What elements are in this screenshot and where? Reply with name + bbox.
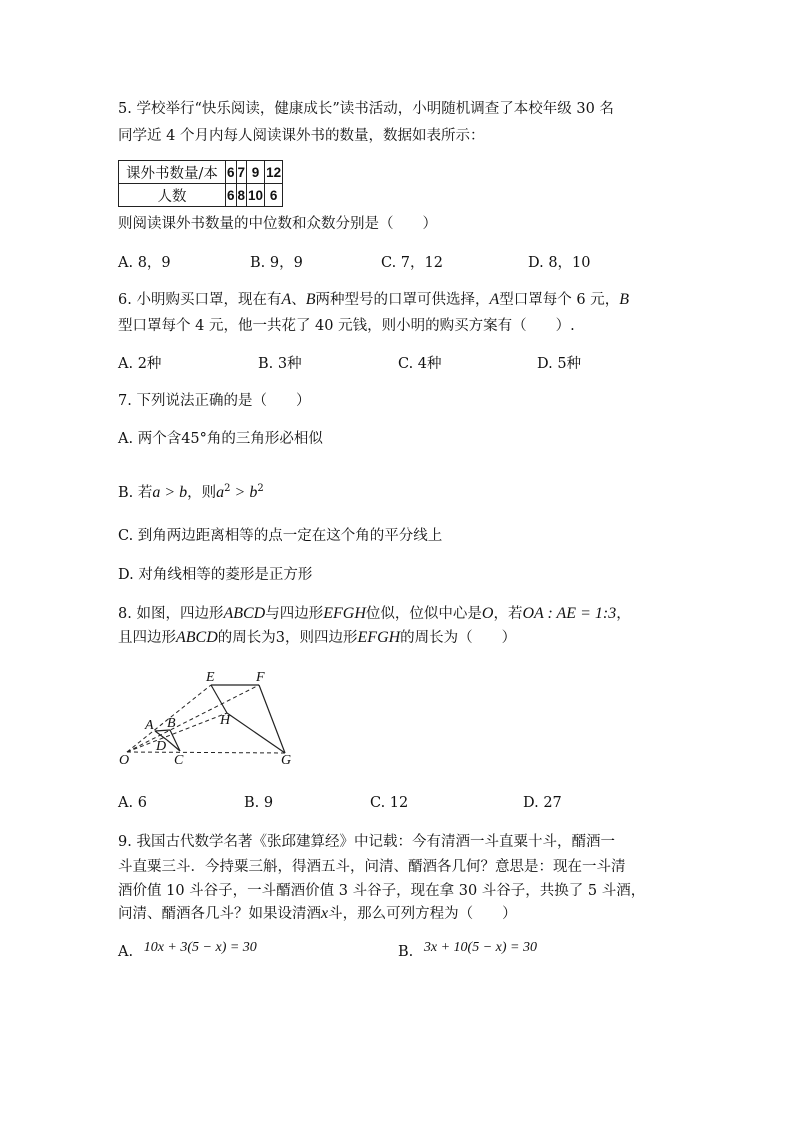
q6-text: 两种型号的口罩可供选择， (315, 292, 490, 308)
q6-option-b: B. 3种 (258, 356, 302, 372)
q9-equation-b: 3x + 10(5 − x) = 30 (423, 940, 537, 955)
q8-option-a: A. 6 (118, 795, 147, 811)
q6-text: 型口罩每个 6 元， (499, 292, 620, 308)
q8-efgh: EFGH (323, 605, 366, 622)
q9-text: 问清、醑酒各几斗？如果设清酒 (118, 906, 321, 922)
label-o: O (119, 753, 130, 768)
q5-option-a: A. 8，9 (118, 255, 171, 271)
q6-text: 、 (291, 292, 306, 308)
q6-option-c: C. 4种 (398, 356, 442, 372)
q9-equation-a: 10x + 3(5 − x) = 30 (143, 940, 257, 955)
edge-fg (259, 685, 285, 753)
q9-line2: 斗直粟三斗．今持粟三斛，得酒五斗，问清、醑酒各几何？意思是：现在一斗清 (118, 859, 626, 875)
var-a: A (489, 291, 500, 308)
q8-text: 的周长为（ ） (400, 630, 517, 646)
q5-line1: 5. 学校举行“快乐阅读，健康成长”读书活动，小明随机调查了本校年级 30 名 (118, 101, 614, 117)
homothety-figure (110, 664, 300, 774)
table-cell: 7 (236, 161, 247, 184)
q8-abcd: ABCD (223, 605, 266, 622)
q9-text: 斗，那么可列方程为（ ） (328, 906, 517, 922)
table-cell: 12 (265, 161, 283, 184)
q6-line2: 型口罩每个 4 元，他一共花了 40 元钱，则小明的购买方案有（ ）. (118, 318, 575, 334)
q8-text: 位似，位似中心是 (365, 606, 482, 622)
q8-option-c: C. 12 (370, 795, 409, 811)
edge-gh (227, 713, 285, 753)
q5-option-d: D. 8，10 (528, 255, 591, 271)
q5-option-b: B. 9，9 (250, 255, 303, 271)
table-header-cell: 课外书数量/本 (119, 161, 226, 184)
q8-option-b: B. 9 (244, 795, 274, 811)
q8-abcd: ABCD (176, 629, 218, 646)
q9-var-x: x (321, 905, 329, 922)
table-row (119, 184, 283, 207)
q9-line1: 9. 我国古代数学名著《张邱建算经》中记载：今有清酒一斗直粟十斗，醑酒一 (118, 834, 615, 850)
table-cell: 6 (226, 184, 237, 207)
label-a: A (145, 718, 154, 733)
label-h: H (220, 713, 231, 728)
q8-efgh: EFGH (357, 629, 401, 646)
table-cell: 9 (247, 161, 265, 184)
q7-option-b (118, 479, 264, 503)
var-a: A (281, 291, 292, 308)
q7-question: 7. 下列说法正确的是（ ） (118, 393, 311, 409)
q6-option-d: D. 5种 (537, 356, 582, 372)
q8-line1 (118, 604, 631, 624)
q8-text: ，若 (493, 606, 523, 622)
q7-option-c: C. 到角两边距离相等的点一定在这个角的平分线上 (118, 528, 443, 544)
q8-text: 8. 如图，四边形 (118, 606, 224, 622)
ray-og (127, 752, 285, 753)
table-cell: 10 (247, 184, 265, 207)
q9-line3: 酒价值 10 斗谷子，一斗醑酒价值 3 斗谷子，现在拿 30 斗谷子，共换了 5 斗酒， (118, 883, 646, 899)
q9-option-label: A. (118, 944, 134, 960)
q7-condition: a > b (152, 483, 188, 501)
q7-option-a: A. 两个含45°角的三角形必相似 (118, 431, 323, 447)
q7-text: B. 若 (118, 484, 153, 501)
q8-text: 的周长为3，则四边形 (217, 630, 358, 646)
q7-option-d: D. 对角线相等的菱形是正方形 (118, 567, 313, 583)
label-f: F (256, 670, 265, 685)
var-b: B (305, 291, 316, 308)
label-c: C (174, 753, 184, 768)
q8-option-d: D. 27 (523, 795, 562, 811)
var-b: B (619, 291, 630, 308)
label-g: G (281, 753, 292, 768)
edge-cd (167, 740, 180, 751)
q5-option-c: C. 7，12 (381, 255, 443, 271)
q6-line1 (118, 290, 629, 310)
q9-option-label: B. (398, 944, 414, 960)
label-d: D (156, 739, 167, 754)
q6-option-a: A. 2种 (118, 356, 162, 372)
table-cell: 8 (236, 184, 247, 207)
q5-line2: 同学近 4 个月内每人阅读课外书的数量，数据如表所示： (118, 128, 485, 144)
q8-text: 且四边形 (118, 630, 176, 646)
table-cell: 6 (265, 184, 283, 207)
q7-text: ，则 (187, 484, 217, 501)
q5-question: 则阅读课外书数量的中位数和众数分别是（ ） (118, 216, 437, 232)
label-b: B (167, 716, 176, 731)
table-header-cell: 人数 (119, 184, 226, 207)
q7-var-a: a (216, 483, 225, 501)
q7-exponent: 2 (257, 483, 264, 494)
q8-line2 (118, 628, 516, 648)
q8-o: O (481, 605, 494, 622)
table-row (119, 161, 283, 184)
q8-ratio: OA : AE = 1:3 (522, 605, 617, 622)
ray-oh (127, 713, 227, 752)
edge-he (211, 685, 227, 713)
label-e: E (206, 670, 215, 685)
q7-var-b: b (249, 483, 258, 501)
table-cell: 6 (226, 161, 237, 184)
q8-text: ， (616, 606, 631, 622)
q8-text: 与四边形 (265, 606, 324, 622)
q7-gt: > (230, 483, 250, 501)
q7-exponent: 2 (224, 483, 231, 494)
book-count-table (118, 160, 283, 207)
q9-option-a (118, 942, 257, 963)
q9-line4 (118, 904, 517, 924)
q6-text: 6. 小明购买口罩，现在有 (118, 292, 282, 308)
q9-option-b (398, 942, 537, 963)
